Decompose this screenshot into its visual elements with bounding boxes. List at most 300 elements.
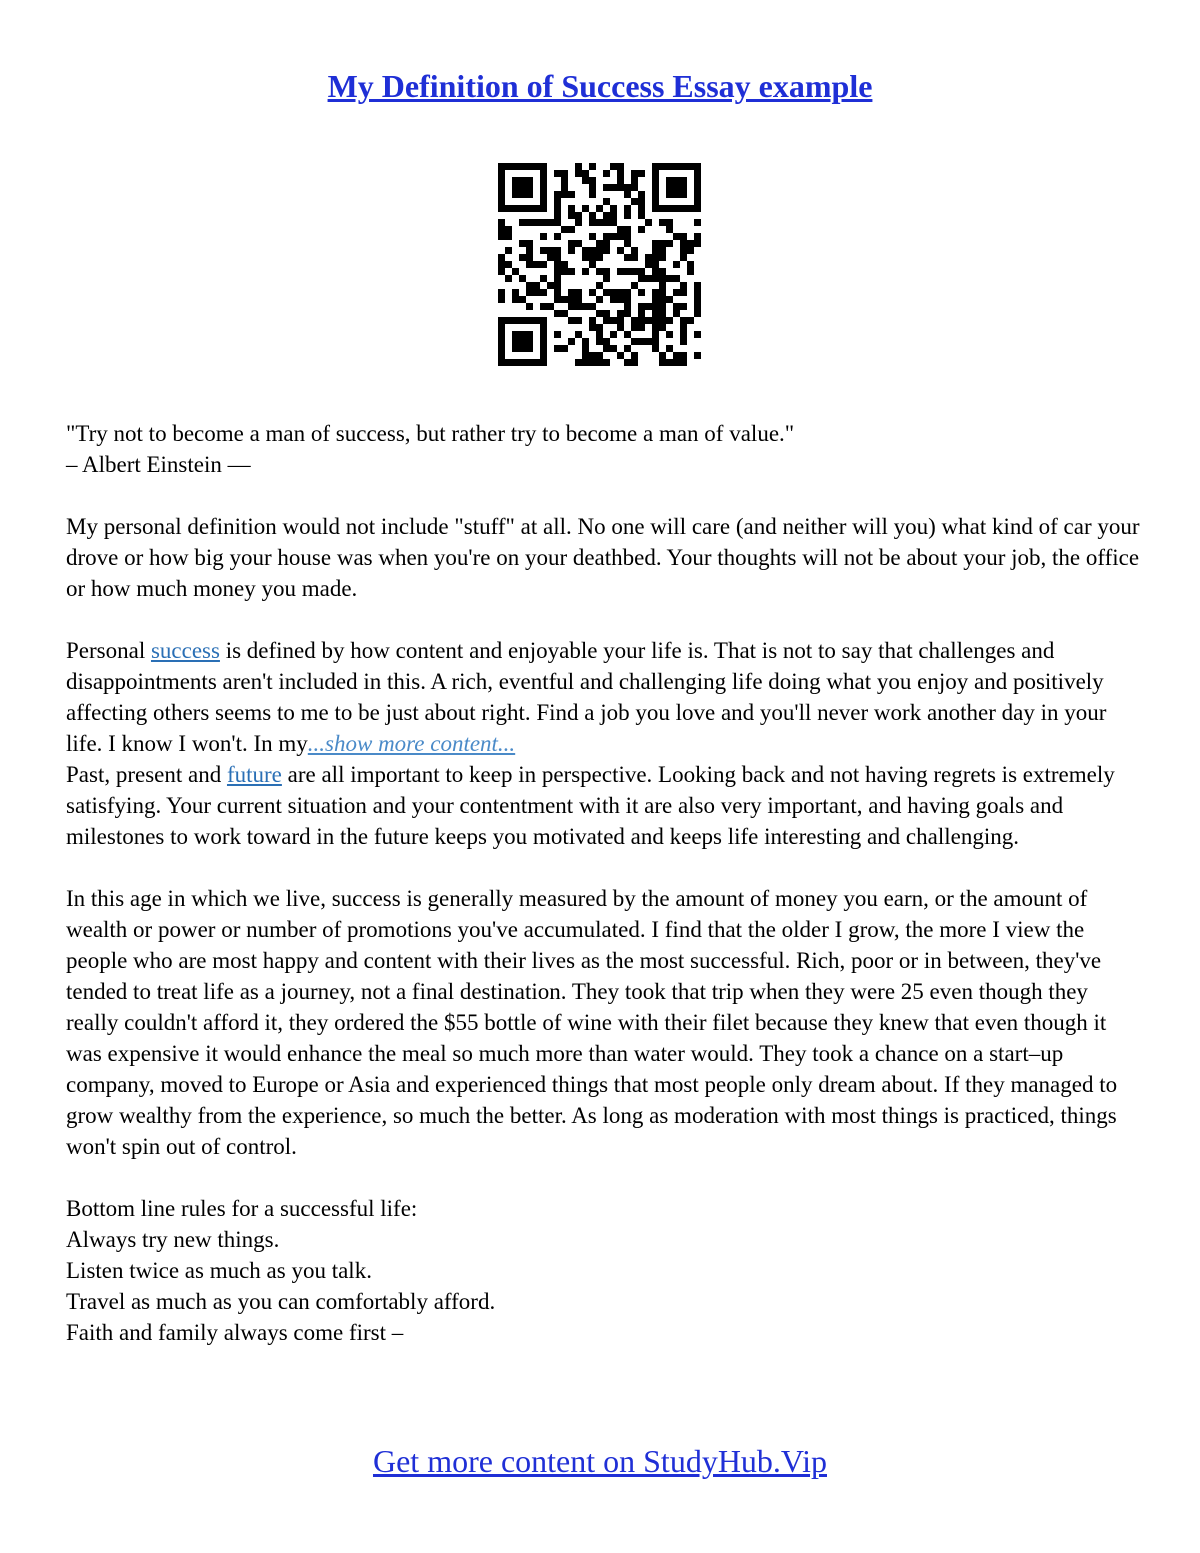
qr-module (547, 247, 554, 254)
qr-module (540, 184, 547, 191)
qr-module (659, 254, 666, 261)
qr-module (673, 205, 680, 212)
qr-module (589, 191, 596, 198)
qr-module (673, 359, 680, 366)
qr-module (547, 303, 554, 310)
qr-module (540, 338, 547, 345)
qr-module (603, 233, 610, 240)
qr-module (519, 240, 526, 247)
qr-module (554, 261, 561, 268)
qr-module (694, 163, 701, 170)
qr-module (652, 310, 659, 317)
qr-module (631, 268, 638, 275)
qr-module (603, 170, 610, 177)
qr-module (631, 338, 638, 345)
qr-module (617, 247, 624, 254)
qr-module (652, 324, 659, 331)
qr-module (673, 177, 680, 184)
qr-module (526, 303, 533, 310)
qr-module (554, 233, 561, 240)
qr-module (498, 177, 505, 184)
qr-module (582, 338, 589, 345)
qr-module (617, 324, 624, 331)
qr-module (680, 205, 687, 212)
qr-module (582, 205, 589, 212)
qr-module (533, 289, 540, 296)
qr-module (582, 254, 589, 261)
qr-module (554, 191, 561, 198)
qr-module (596, 324, 603, 331)
qr-module (554, 247, 561, 254)
qr-module (561, 170, 568, 177)
qr-module (505, 163, 512, 170)
qr-module (526, 345, 533, 352)
qr-module (561, 177, 568, 184)
qr-module (540, 198, 547, 205)
qr-module (603, 310, 610, 317)
qr-module (540, 317, 547, 324)
qr-module (680, 163, 687, 170)
qr-module (687, 268, 694, 275)
qr-module (631, 198, 638, 205)
qr-module (540, 331, 547, 338)
qr-module (554, 296, 561, 303)
qr-module (610, 233, 617, 240)
qr-module (540, 289, 547, 296)
qr-module (624, 184, 631, 191)
qr-module (624, 303, 631, 310)
qr-module (659, 359, 666, 366)
qr-module (652, 338, 659, 345)
qr-module (610, 184, 617, 191)
qr-module (498, 261, 505, 268)
qr-module (512, 205, 519, 212)
qr-module (694, 296, 701, 303)
qr-module (666, 191, 673, 198)
qr-module (505, 275, 512, 282)
qr-module (526, 254, 533, 261)
qr-module (533, 205, 540, 212)
qr-module (512, 268, 519, 275)
qr-module (631, 324, 638, 331)
qr-module (596, 254, 603, 261)
qr-module (498, 268, 505, 275)
qr-module (645, 254, 652, 261)
qr-module (631, 282, 638, 289)
qr-module (512, 331, 519, 338)
paragraph-text: is defined by how content and enjoyable your life is. That is not to say that challenges and disappointments aren't included in this. A rich, eventful and challenging life doing what you enjoy and positively affecting others seems to me to be just about right. Find a job you love and you'll never work another day in your life. I know I won't. In my (66, 638, 1107, 756)
qr-module (694, 205, 701, 212)
qr-module (519, 331, 526, 338)
qr-module (666, 275, 673, 282)
qr-module (645, 261, 652, 268)
qr-module (596, 338, 603, 345)
qr-module (652, 289, 659, 296)
qr-module (659, 282, 666, 289)
qr-module (631, 254, 638, 261)
qr-module (659, 219, 666, 226)
qr-module (694, 170, 701, 177)
qr-module (652, 198, 659, 205)
qr-module (554, 170, 561, 177)
qr-module (652, 296, 659, 303)
qr-module (512, 359, 519, 366)
qr-module (624, 296, 631, 303)
qr-module (526, 331, 533, 338)
qr-module (694, 240, 701, 247)
qr-module (652, 331, 659, 338)
qr-module (680, 240, 687, 247)
qr-module (610, 219, 617, 226)
qr-module (666, 226, 673, 233)
qr-module (582, 268, 589, 275)
qr-module (526, 282, 533, 289)
rule-item: Always try new things. (66, 1227, 280, 1252)
qr-module (526, 163, 533, 170)
qr-module (582, 359, 589, 366)
qr-module (659, 352, 666, 359)
qr-module (666, 345, 673, 352)
qr-module (554, 310, 561, 317)
qr-module (575, 163, 582, 170)
qr-module (610, 331, 617, 338)
qr-module (582, 177, 589, 184)
qr-module (498, 226, 505, 233)
qr-module (596, 219, 603, 226)
qr-module (575, 317, 582, 324)
qr-module (498, 331, 505, 338)
qr-module (680, 247, 687, 254)
qr-module (624, 268, 631, 275)
qr-module (568, 289, 575, 296)
qr-module (554, 282, 561, 289)
qr-module (512, 177, 519, 184)
qr-module (498, 191, 505, 198)
qr-module (519, 184, 526, 191)
qr-module (533, 359, 540, 366)
qr-module (582, 345, 589, 352)
show-more-link[interactable]: ...show more content... (307, 731, 516, 756)
qr-module (631, 317, 638, 324)
qr-module (526, 205, 533, 212)
qr-module (568, 226, 575, 233)
rule-item: Faith and family always come first – (66, 1320, 404, 1345)
qr-module (512, 345, 519, 352)
qr-module (666, 317, 673, 324)
qr-module (568, 338, 575, 345)
qr-module (519, 205, 526, 212)
qr-module (498, 296, 505, 303)
qr-module (652, 184, 659, 191)
qr-module (582, 303, 589, 310)
qr-module (519, 275, 526, 282)
qr-module (603, 317, 610, 324)
qr-module (603, 359, 610, 366)
qr-module (631, 184, 638, 191)
qr-module (638, 205, 645, 212)
qr-module (680, 303, 687, 310)
qr-module (638, 275, 645, 282)
qr-module (631, 177, 638, 184)
qr-module (512, 296, 519, 303)
qr-module (610, 205, 617, 212)
qr-module (624, 359, 631, 366)
qr-module (554, 198, 561, 205)
qr-module (589, 247, 596, 254)
qr-module (694, 233, 701, 240)
qr-module (540, 170, 547, 177)
qr-module (673, 289, 680, 296)
qr-module (652, 345, 659, 352)
qr-module (659, 205, 666, 212)
qr-module (533, 317, 540, 324)
qr-module (561, 191, 568, 198)
qr-module (540, 177, 547, 184)
future-link[interactable]: future (226, 762, 282, 787)
qr-module (589, 219, 596, 226)
qr-module (596, 310, 603, 317)
qr-module (659, 317, 666, 324)
qr-module (575, 303, 582, 310)
quote-text: "Try not to become a man of success, but rather try to become a man of value." (66, 421, 795, 446)
qr-module (540, 359, 547, 366)
qr-module (680, 317, 687, 324)
qr-module (519, 345, 526, 352)
qr-module (652, 163, 659, 170)
qr-module (561, 268, 568, 275)
qr-module (617, 310, 624, 317)
qr-module (624, 254, 631, 261)
qr-module (575, 289, 582, 296)
qr-module (631, 359, 638, 366)
qr-module (666, 331, 673, 338)
qr-module (512, 289, 519, 296)
qr-module (603, 275, 610, 282)
qr-module (554, 254, 561, 261)
qr-module (673, 184, 680, 191)
qr-module (526, 261, 533, 268)
qr-module (666, 184, 673, 191)
qr-module (673, 233, 680, 240)
qr-module (638, 338, 645, 345)
qr-module (519, 177, 526, 184)
qr-module (687, 205, 694, 212)
qr-module (638, 289, 645, 296)
qr-module (617, 352, 624, 359)
qr-module (540, 191, 547, 198)
qr-module (645, 338, 652, 345)
qr-module (568, 296, 575, 303)
qr-module (498, 289, 505, 296)
qr-module (519, 163, 526, 170)
qr-module (680, 184, 687, 191)
qr-module (589, 317, 596, 324)
quote-block (66, 418, 1146, 480)
qr-module (568, 268, 575, 275)
qr-module (589, 289, 596, 296)
qr-module (631, 170, 638, 177)
qr-module (554, 331, 561, 338)
qr-module (498, 254, 505, 261)
qr-module (680, 191, 687, 198)
qr-module (617, 163, 624, 170)
qr-module (638, 317, 645, 324)
qr-module (505, 317, 512, 324)
qr-module (540, 352, 547, 359)
qr-module (498, 219, 505, 226)
qr-module (589, 324, 596, 331)
rules-block (66, 1193, 1146, 1348)
qr-module (554, 275, 561, 282)
qr-module (603, 268, 610, 275)
qr-module (596, 359, 603, 366)
qr-module (582, 170, 589, 177)
qr-module (680, 282, 687, 289)
qr-module (526, 240, 533, 247)
qr-module (680, 352, 687, 359)
qr-module (505, 233, 512, 240)
qr-module (596, 268, 603, 275)
qr-module (652, 177, 659, 184)
qr-module (652, 303, 659, 310)
qr-module (680, 289, 687, 296)
qr-module (533, 282, 540, 289)
paragraph-personal-definition: My personal definition would not include "stuff" at all. No one will care (and neither will you) what kind of car your drove or how big your house was when you're on your deathbed. Your thoughts will not be about your job, the office or how much money you made. (66, 514, 1140, 601)
qr-module (540, 261, 547, 268)
qr-module (568, 247, 575, 254)
qr-module (596, 331, 603, 338)
qr-module (617, 184, 624, 191)
qr-module (694, 303, 701, 310)
qr-module (582, 352, 589, 359)
qr-module (498, 233, 505, 240)
qr-module (610, 296, 617, 303)
qr-module (540, 303, 547, 310)
footer-link[interactable]: Get more content on StudyHub.Vip (372, 1443, 827, 1479)
qr-module (673, 310, 680, 317)
qr-module (568, 240, 575, 247)
qr-module (603, 184, 610, 191)
qr-module (687, 261, 694, 268)
qr-module (687, 247, 694, 254)
qr-module (561, 184, 568, 191)
qr-module (666, 296, 673, 303)
qr-module (540, 275, 547, 282)
paragraph-age: In this age in which we live, success is generally measured by the amount of money you earn, or the amount of wealth or power or number of promotions you've accumulated. I find that the older I grow, the more I view the people who are most happy and content with their lives as the most successful. Rich, poor or in between, they've tended to treat life as a journey, not a final destination. They took that trip when they were 25 even though they really couldn't afford it, they ordered the $55 bottle of wine with their filet because they knew that even though it was expensive it would enhance the meal so much more than water would. They took a chance on a start–up company, moved to Europe or Asia and experienced things that most people only dream about. If they managed to grow wealthy from the experience, so much the better. As long as moderation with most things is practiced, things won't spin out of control. (66, 886, 1118, 1159)
qr-module (652, 261, 659, 268)
qr-module (498, 352, 505, 359)
qr-module (694, 177, 701, 184)
qr-module (610, 345, 617, 352)
qr-module (645, 219, 652, 226)
qr-module (575, 170, 582, 177)
qr-module (575, 296, 582, 303)
qr-module (603, 198, 610, 205)
quote-author: – Albert Einstein — (66, 452, 251, 477)
qr-module (666, 219, 673, 226)
essay-title (0, 66, 1200, 106)
qr-module (519, 296, 526, 303)
qr-module (533, 219, 540, 226)
qr-module (540, 345, 547, 352)
qr-module (526, 191, 533, 198)
qr-module (554, 212, 561, 219)
success-link[interactable]: success (150, 638, 220, 663)
qr-module (554, 205, 561, 212)
qr-module (638, 268, 645, 275)
qr-module (554, 268, 561, 275)
qr-module (680, 338, 687, 345)
qr-module (526, 359, 533, 366)
qr-module (589, 254, 596, 261)
qr-module (652, 254, 659, 261)
qr-module (498, 324, 505, 331)
qr-module (687, 163, 694, 170)
qr-module (659, 247, 666, 254)
qr-module (519, 254, 526, 261)
qr-module (561, 345, 568, 352)
qr-module (624, 240, 631, 247)
qr-module (617, 296, 624, 303)
qr-module (512, 184, 519, 191)
essay-title-link[interactable]: My Definition of Success Essay example (327, 68, 873, 104)
qr-module (589, 303, 596, 310)
qr-code-icon (498, 163, 701, 366)
qr-module (631, 352, 638, 359)
qr-module (596, 205, 603, 212)
qr-module (659, 296, 666, 303)
qr-module (610, 163, 617, 170)
qr-module (610, 289, 617, 296)
qr-module (624, 345, 631, 352)
qr-module (498, 345, 505, 352)
qr-module (687, 240, 694, 247)
qr-module (659, 303, 666, 310)
qr-module (519, 219, 526, 226)
qr-module (589, 359, 596, 366)
qr-module (624, 310, 631, 317)
qr-module (547, 282, 554, 289)
qr-module (673, 303, 680, 310)
qr-module (610, 317, 617, 324)
qr-module (526, 219, 533, 226)
qr-module (498, 317, 505, 324)
qr-module (526, 184, 533, 191)
qr-module (575, 359, 582, 366)
qr-module (666, 240, 673, 247)
qr-module (694, 289, 701, 296)
rule-item: Travel as much as you can comfortably afford. (66, 1289, 496, 1314)
qr-module (666, 359, 673, 366)
qr-module (512, 317, 519, 324)
qr-module (603, 219, 610, 226)
qr-module (638, 303, 645, 310)
qr-module (505, 261, 512, 268)
qr-module (568, 212, 575, 219)
paragraph-text: are all important to keep in perspective. Looking back and not having regrets is extremely satisfying. Your current situation and your contentment with it are also very important, and having goals and milestones to work toward in the future keeps you motivated and keeps life interesting and challenging. (66, 762, 1115, 849)
qr-module (652, 275, 659, 282)
qr-module (589, 261, 596, 268)
qr-module (617, 170, 624, 177)
qr-module (540, 219, 547, 226)
qr-module (624, 226, 631, 233)
qr-module (638, 170, 645, 177)
qr-module (652, 191, 659, 198)
qr-module (645, 317, 652, 324)
qr-module (603, 289, 610, 296)
qr-module (498, 170, 505, 177)
qr-module (554, 289, 561, 296)
